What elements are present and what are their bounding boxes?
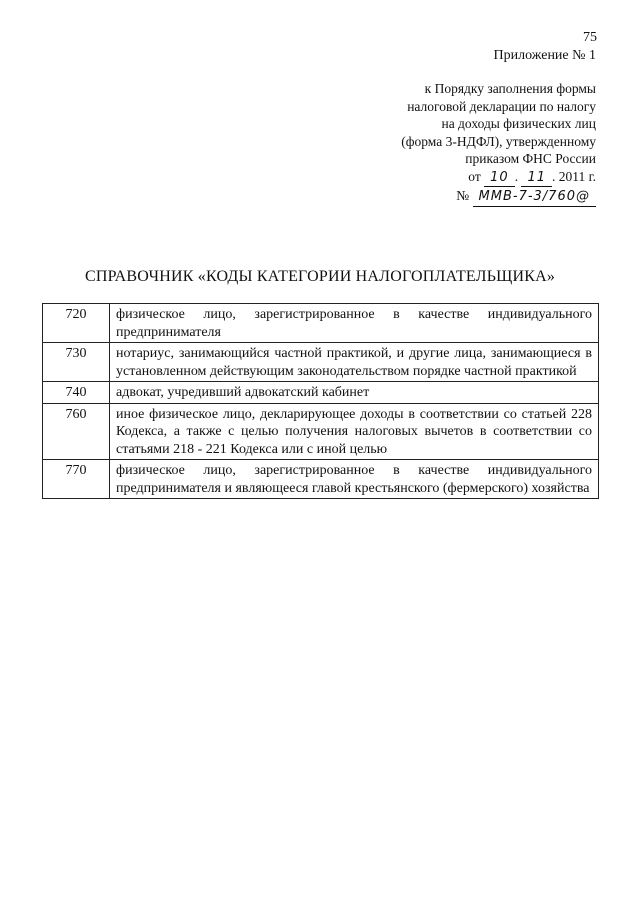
table-row [43, 304, 599, 343]
description-cell: иное физическое лицо, декларирующее доходы в соответствии со статьей 228 Кодекса, а также с целью получения налоговых вычетов в соответствии со статьями 218 - 221 Кодекса или с иной целью [110, 403, 599, 460]
header-line: на доходы физических лиц [441, 116, 596, 131]
header-line: к Порядку заполнения формы [424, 81, 596, 96]
table-row [43, 343, 599, 382]
date-year: 2011 г. [558, 168, 596, 184]
document-title: СПРАВОЧНИК «КОДЫ КАТЕГОРИИ НАЛОГОПЛАТЕЛЬЩИКА» [84, 268, 556, 285]
number-prefix: № [456, 188, 470, 203]
description-cell: физическое лицо, зарегистрированное в качестве индивидуального предпринимателя [110, 304, 599, 343]
order-date: от 10 . 11 . 2011 г. [401, 168, 596, 188]
code-cell: 770 [43, 460, 110, 499]
description-cell: адвокат, учредивший адвокатский кабинет [110, 382, 599, 404]
code-cell: 730 [43, 343, 110, 382]
table-row [43, 382, 599, 404]
number-value: ММВ-7-3/760@ [473, 188, 596, 207]
date-month: 11 [521, 169, 552, 188]
code-cell: 760 [43, 403, 110, 460]
header-line: (форма 3-НДФЛ), утвержденному [401, 133, 596, 149]
table-row [43, 460, 599, 499]
code-cell: 720 [43, 304, 110, 343]
date-day: 10 [484, 169, 515, 188]
appendix-title: Приложение № 1 [493, 48, 596, 63]
header-line: приказом ФНС России [465, 151, 596, 166]
date-prefix: от [468, 168, 481, 184]
description-cell: физическое лицо, зарегистрированное в качестве индивидуального предпринимателя и являющееся главой крестьянского (фермерского) хозяйства [110, 460, 599, 499]
page-number: 75 [583, 30, 597, 45]
category-codes-table [42, 303, 599, 499]
table-row [43, 403, 599, 460]
code-cell: 740 [43, 382, 110, 404]
header-line: налоговой декларации по налогу [407, 98, 596, 114]
description-cell: нотариус, занимающийся частной практикой, и другие лица, занимающиеся в установленном действующим законодательством порядке частной практикой [110, 343, 599, 382]
approval-header [401, 80, 596, 207]
order-number [401, 187, 596, 207]
